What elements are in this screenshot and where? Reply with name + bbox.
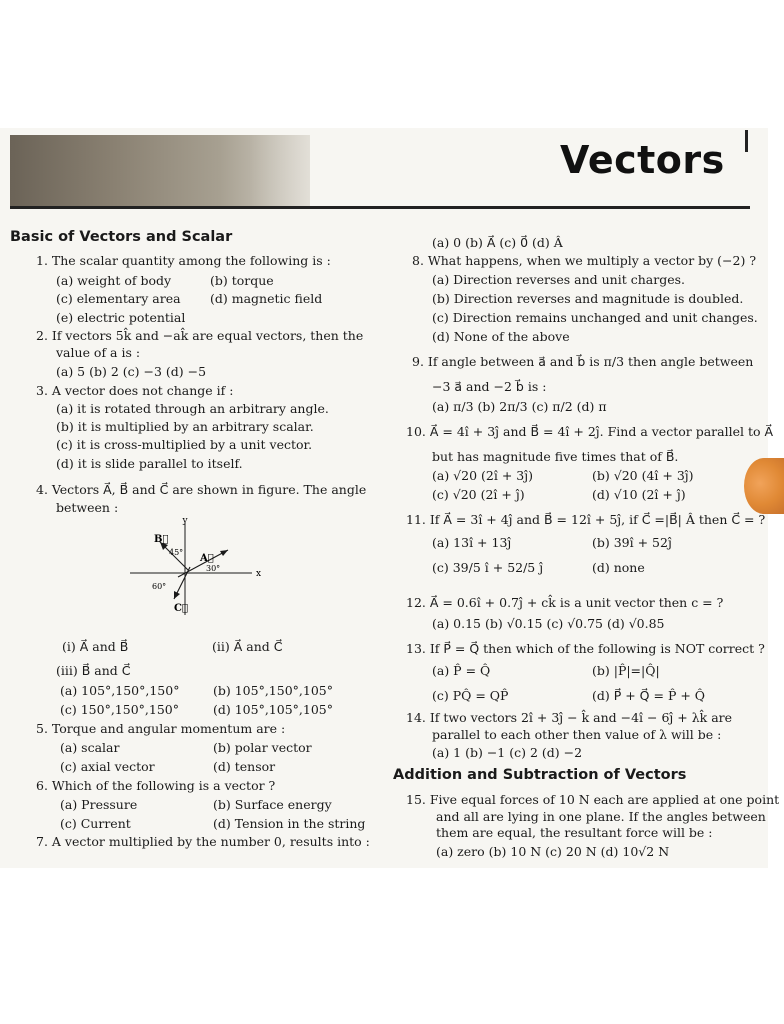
q4-part-i: (i) A⃗ and B⃗ [62,639,129,654]
question-10: 10. A⃗ = 4î + 3ĵ and B⃗ = 4î + 2ĵ. Find a vector parallel to A⃗ [406,424,774,439]
q3-option-a: (a) it is rotated through an arbitrary angle. [56,401,329,416]
question-2-cont: value of a is : [56,345,141,360]
chapter-title: Vectors [560,138,725,182]
q3-option-b: (b) it is multiplied by an arbitrary scalar. [56,419,314,434]
question-15-cont-2: them are equal, the resultant force will be : [436,825,713,840]
q1-option-d: (d) magnetic field [210,291,323,306]
section-heading-addition: Addition and Subtraction of Vectors [393,767,687,783]
question-7: 7. A vector multiplied by the number 0, results into : [36,834,370,849]
q6-option-a: (a) Pressure [60,797,138,812]
vector-a-arrowhead [220,550,228,556]
q7-options: (a) 0 (b) A⃗ (c) 0⃗ (d) Â [432,235,563,250]
q13-option-d: (d) P⃗ + Q⃗ = P̂ + Q̂ [592,688,706,703]
angle-45-label: 45° [169,548,184,557]
question-14: 14. If two vectors 2î + 3ĵ − k̂ and −4î − 6ĵ + λk̂ are [406,710,733,725]
q11-option-d: (d) none [592,560,645,575]
axis-x-label: x [256,569,262,579]
q8-option-b: (b) Direction reverses and magnitude is doubled. [432,291,744,306]
question-4-cont: between : [56,500,119,515]
q4-part-ii: (ii) A⃗ and C⃗ [212,639,283,654]
q6-option-c: (c) Current [60,816,131,831]
vector-b-label: B⃗ [154,534,169,545]
q15-options: (a) zero (b) 10 N (c) 20 N (d) 10√2 N [436,844,670,859]
axis-y-label: y [182,516,188,526]
q12-options: (a) 0.15 (b) √0.15 (c) √0.75 (d) √0.85 [432,616,665,631]
q3-option-d: (d) it is slide parallel to itself. [56,456,243,471]
question-9: 9. If angle between a⃗ and b⃗ is π/3 then angle between [412,354,754,369]
q4-option-b: (b) 105°,150°,105° [213,683,334,698]
q5-option-b: (b) polar vector [213,740,312,755]
q6-option-b: (b) Surface energy [213,797,332,812]
q1-option-e: (e) electric potential [56,310,186,325]
vector-figure [130,515,260,615]
q5-option-d: (d) tensor [213,759,276,774]
question-9-cont: −3 a⃗ and −2 b⃗ is : [432,379,547,394]
question-5: 5. Torque and angular momentum are : [36,721,286,736]
q10-option-b: (b) √20 (4î + 3ĵ) [592,468,694,483]
header-tick [745,130,748,152]
vector-c-label: C⃗ [174,603,188,614]
q1-option-a: (a) weight of body [56,273,172,288]
q9-options: (a) π/3 (b) 2π/3 (c) π/2 (d) π [432,399,607,414]
q5-option-a: (a) scalar [60,740,120,755]
header-rule [10,206,750,209]
q14-options: (a) 1 (b) −1 (c) 2 (d) −2 [432,745,583,760]
q13-option-b: (b) |P̂|=|Q̂| [592,663,660,678]
q6-option-d: (d) Tension in the string [213,816,366,831]
question-11: 11. If A⃗ = 3î + 4ĵ and B⃗ = 12î + 5ĵ, if C⃗ =|B⃗| Â then C⃗ = ? [406,512,766,527]
q2-options: (a) 5 (b) 2 (c) −3 (d) −5 [56,364,207,379]
finger-photo-artifact [744,458,784,514]
angle-30-label: 30° [206,564,221,573]
q4-option-c: (c) 150°,150°,150° [60,702,180,717]
question-2: 2. If vectors 5k̂ and −ak̂ are equal vectors, then the [36,328,364,343]
q4-part-iii: (iii) B⃗ and C⃗ [56,663,131,678]
q11-option-a: (a) 13î + 13ĵ [432,535,512,550]
q11-option-b: (b) 39î + 52ĵ [592,535,672,550]
vector-a-label: A⃗ [200,553,214,564]
q8-option-c: (c) Direction remains unchanged and unit changes. [432,310,758,325]
question-1: 1. The scalar quantity among the following is : [36,253,331,268]
q11-option-c: (c) 39/5 î + 52/5 ĵ [432,560,544,575]
q10-option-d: (d) √10 (2î + ĵ) [592,487,686,502]
q13-option-a: (a) P̂ = Q̂ [432,663,491,678]
q4-option-d: (d) 105°,105°,105° [213,702,334,717]
header-banner-fade [250,135,510,207]
question-13: 13. If P⃗ = Q⃗ then which of the following is NOT correct ? [406,641,765,656]
q8-option-a: (a) Direction reverses and unit charges. [432,272,685,287]
question-4: 4. Vectors A⃗, B⃗ and C⃗ are shown in figure. The angle [36,482,367,497]
question-10-cont: but has magnitude five times that of B⃗. [432,449,679,464]
question-15-cont-1: and all are lying in one plane. If the angles between [436,809,766,824]
q3-option-c: (c) it is cross-multiplied by a unit vector. [56,437,313,452]
question-15: 15. Five equal forces of 10 N each are applied at one point [406,792,780,807]
q5-option-c: (c) axial vector [60,759,155,774]
section-heading-basic: Basic of Vectors and Scalar [10,229,233,245]
q1-option-c: (c) elementary area [56,291,181,306]
question-3: 3. A vector does not change if : [36,383,234,398]
question-6: 6. Which of the following is a vector ? [36,778,276,793]
angle-60-label: 60° [152,582,167,591]
q13-option-c: (c) PQ̂ = QP̂ [432,688,509,703]
q10-option-a: (a) √20 (2î + 3ĵ) [432,468,533,483]
question-8: 8. What happens, when we multiply a vector by (−2) ? [412,253,757,268]
question-12: 12. A⃗ = 0.6î + 0.7ĵ + ck̂ is a unit vector then c = ? [406,595,724,610]
q4-option-a: (a) 105°,150°,150° [60,683,180,698]
q10-option-c: (c) √20 (2î + ĵ) [432,487,525,502]
q8-option-d: (d) None of the above [432,329,570,344]
q1-option-b: (b) torque [210,273,274,288]
question-14-cont: parallel to each other then value of λ will be : [432,727,722,742]
